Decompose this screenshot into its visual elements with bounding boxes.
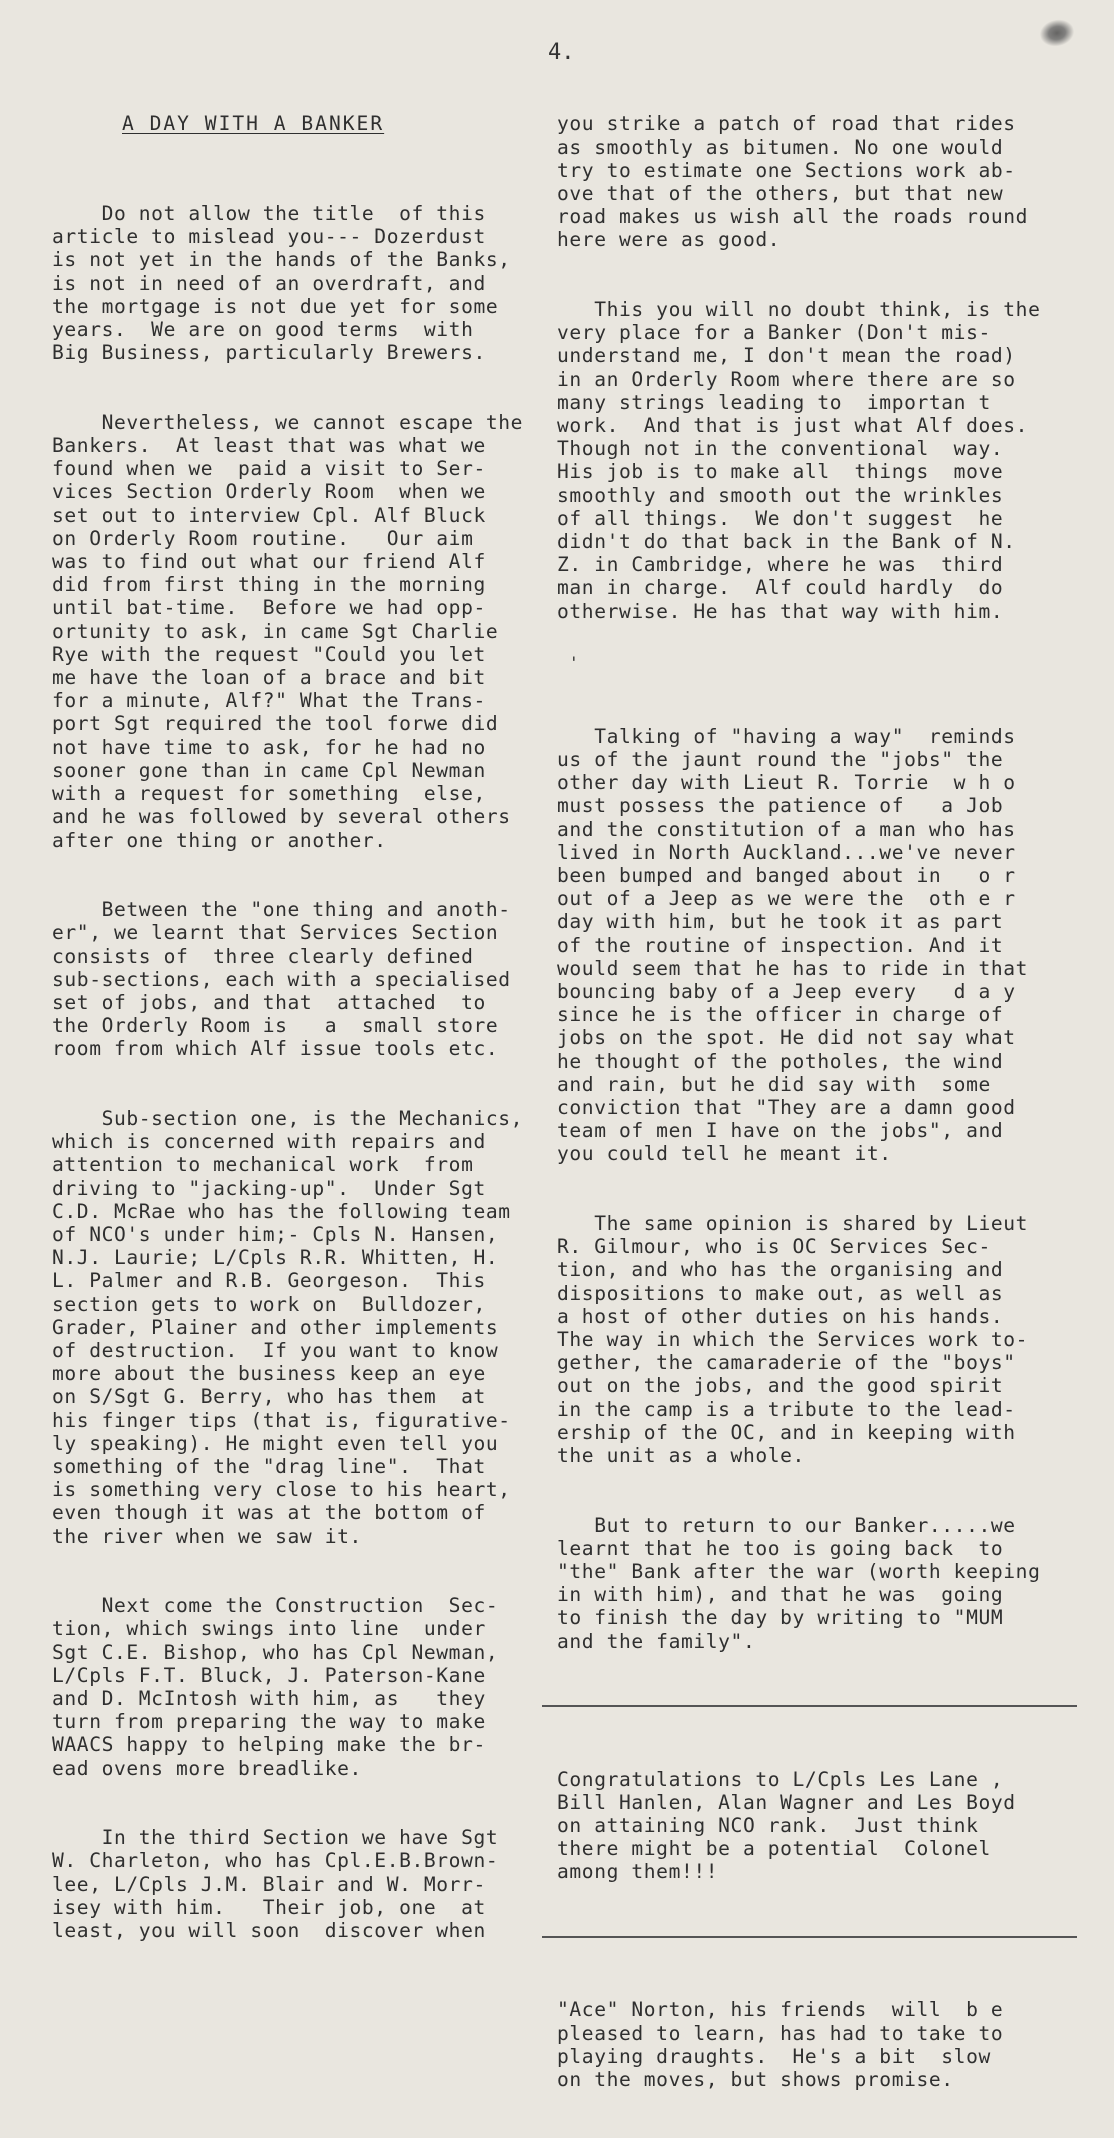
- note-norton: "Ace" Norton, his friends will b e pleased to learn, has had to take to playing draughts. He's a bit slow on the moves, but shows promise.: [557, 1998, 1004, 2092]
- article-paragraph: Sub-section one, is the Mechanics, which is concerned with repairs and attention to mechanical work from driving to "jacking-up". Under Sgt C.D. McRae who has the following team of NCO's under him;- Cpls N. Hansen, N.J. Laurie; L/Cpls R.R. Whitten, H. L. Palmer and R.B. Georgeson. This section gets to work on Bulldozer, Grader, Plainer and other implements of destruction. If you want to know more about the business keep an eye on S/Sgt G. Berry, who has them at his finger tips (that is, figurative- ly speaking). He might even tell you something of the "drag line". That is something very close to his heart, even though it was at the bottom of the river when we saw it.: [52, 1106, 524, 1548]
- article-paragraph: you strike a patch of road that rides as smoothly as bitumen. No one would try to estimate one Sections work ab- ove that of the others, but that new road makes us wish all the roads round here were as good.: [557, 112, 1029, 252]
- left-column: [52, 66, 542, 1989]
- article-paragraph: In the third Section we have Sgt W. Charleton, who has Cpl.E.B.Brown- lee, L/Cpls J.M. Blair and W. Morr- isey with him. Their job, one at least, you will soon discover when: [52, 1826, 499, 1943]
- article-paragraph: Next come the Construction Sec- tion, which swings into line under Sgt C.E. Bishop, who has Cpl Newman, L/Cpls F.T. Bluck, J. Paterson-Kane and D. McIntosh with him, as they turn from preparing the way to make WAACS happy to helping make the br- ead ovens more breadlike.: [52, 1594, 499, 1780]
- article-paragraph: The same opinion is shared by Lieut R. Gilmour, who is OC Services Sec- tion, and who has the organising and dispositions to make out, as well as a host of other duties on his hands. The way in which the Services work to- gether, the camaraderie of the "boys" out on the jobs, and the good spirit in the camp is a tribute to the lead- ership of the OC, and in keeping with the unit as a whole.: [557, 1211, 1029, 1467]
- ink-smudge: [1038, 17, 1077, 50]
- article-title: A DAY WITH A BANKER: [122, 112, 385, 136]
- article-paragraph: Nevertheless, we cannot escape the Bankers. At least that was what we found when we paid a visit to Ser- vices Section Orderly Room when we set out to interview Cpl. Alf Bluck on Orderly Room routine. Our aim was to find out what our friend Alf did from first thing in the morning until bat-time. Before we had opp- ortunity to ask, in came Sgt Charlie Rye with the request "Could you let me have the loan of a brace and bit for a minute, Alf?" What the Trans- port Sgt required the tool forwe did not have time to ask, for he had no sooner gone than in came Cpl Newman with a request for something else, and he was followed by several others after one thing or another.: [52, 410, 524, 852]
- article-paragraph: Between the "one thing and anoth- er", we learnt that Services Section consists of three clearly defined sub-sections, each with a specialised set of jobs, and that attached to the Orderly Room is a small store room from which Alf issue tools etc.: [52, 898, 511, 1061]
- page-number: 4.: [548, 40, 575, 65]
- stray-mark: ': [569, 653, 580, 673]
- article-paragraph: But to return to our Banker.....we learnt that he too is going back to "the" Bank after the war (worth keeping in with him), and that he was going to finish the day by writing to "MUM and the family".: [557, 1513, 1041, 1653]
- note-congratulations: Congratulations to L/Cpls Les Lane , Bill Hanlen, Alan Wagner and Les Boyd on attaining NCO rank. Just think there might be a potential Colonel among them!!!: [557, 1767, 1016, 1884]
- section-divider: [542, 1936, 1077, 1938]
- right-column: [557, 66, 1067, 2138]
- article-paragraph: Do not allow the title of this article to mislead you--- Dozerdust is not yet in the hands of the Banks, is not in need of an overdraft, and the mortgage is not due yet for some years. We are on good terms with Big Business, particularly Brewers.: [52, 202, 511, 365]
- section-divider: [542, 1705, 1077, 1707]
- article-paragraph: Talking of "having a way" reminds us of the jaunt round the "jobs" the other day with Lieut R. Torrie w h o must possess the patience of a Job and the constitution of a man who has lived in North Auckland...we've never been bumped and banged about in o r out of a Jeep as we were the oth e r day with him, but he took it as part of the routine of inspection. And it would seem that he has to ride in that bouncing baby of a Jeep every d a y since he is the officer in charge of jobs on the spot. He did not say what he thought of the potholes, the wind and rain, but he did say with some conviction that "They are a damn good team of men I have on the jobs", and you could tell he meant it.: [557, 724, 1029, 1166]
- article-paragraph: This you will no doubt think, is the very place for a Banker (Don't mis- understand me, I don't mean the road) in an Orderly Room where there are so many strings leading to importan t work. And that is just what Alf does. Though not in the conventional way. His job is to make all things move smoothly and smooth out the wrinkles of all things. We don't suggest he didn't do that back in the Bank of N. Z. in Cambridge, where he was third man in charge. Alf could hardly do otherwise. He has that way with him.: [557, 298, 1041, 623]
